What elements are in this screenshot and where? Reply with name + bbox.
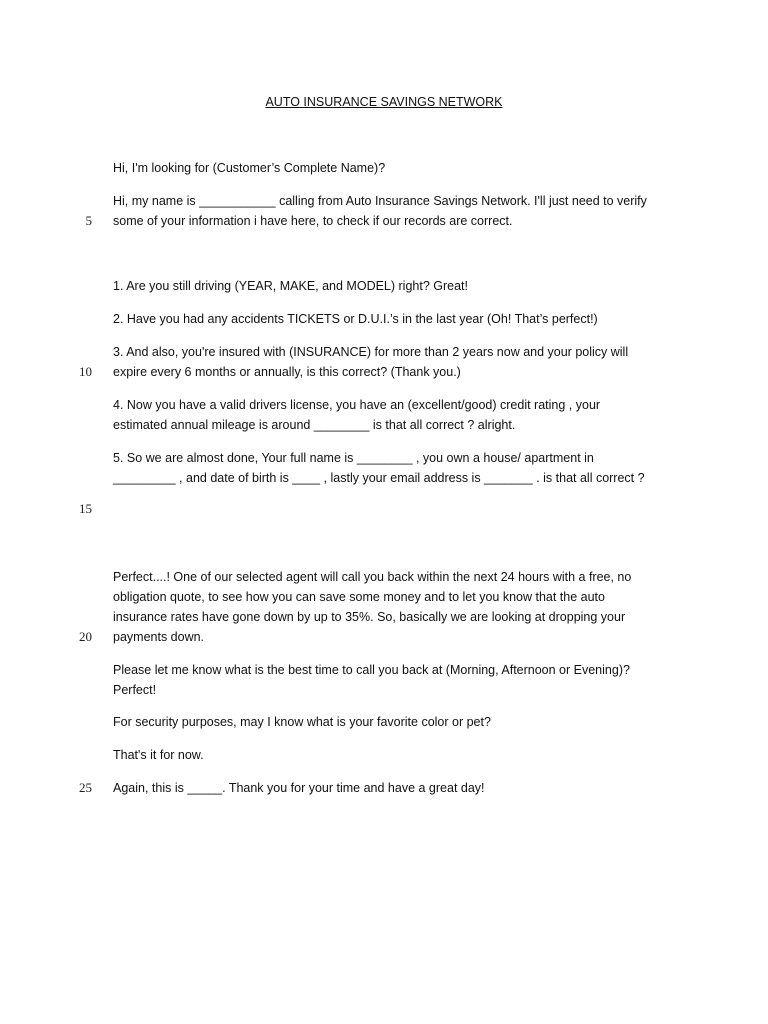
line-number: 25 bbox=[79, 780, 92, 795]
paragraph-callback-time: Please let me know what is the best time to call you back at (Morning, Afternoon or Evening)? Perfect! bbox=[113, 663, 630, 697]
line-number: 5 bbox=[85, 213, 92, 228]
line-number: 10 bbox=[79, 364, 92, 379]
document-title: AUTO INSURANCE SAVINGS NETWORK bbox=[265, 95, 503, 109]
paragraph-question-1: 1. Are you still driving (YEAR, MAKE, and MODEL) right? Great! bbox=[113, 279, 468, 293]
line-number: 20 bbox=[79, 629, 92, 644]
paragraph-question-2: 2. Have you had any accidents TICKETS or D.U.I.’s in the last year (Oh! That’s perfect!) bbox=[113, 312, 598, 326]
paragraph-perfect: Perfect....! One of our selected agent will call you back within the next 24 hours with a free, no obligation quote, to see how you can save some money and to let you know that the auto insurance rates have gone down by up to 35%. So, basically we are looking at dropping your payments down. bbox=[113, 570, 632, 644]
line-number: 15 bbox=[79, 501, 92, 516]
paragraph-question-3: 3. And also, you're insured with (INSURANCE) for more than 2 years now and your policy will expire every 6 months or annually, is this correct? (Thank you.) bbox=[113, 345, 629, 379]
paragraph-introduction: Hi, my name is ___________ calling from Auto Insurance Savings Network. I'll just need to verify some of your information i have here, to check if our records are correct. bbox=[113, 194, 647, 228]
paragraph-question-4: 4. Now you have a valid drivers license, you have an (excellent/good) credit rating , your estimated annual mileage is around ________ is that all correct ? alright. bbox=[113, 398, 601, 432]
paragraph-question-5: 5. So we are almost done, Your full name is ________ , you own a house/ apartment in _________ , and date of birth is ____ , lastly your email address is _______ . is that all correct ? bbox=[113, 451, 645, 485]
paragraph-thats-it: That's it for now. bbox=[113, 748, 204, 762]
paragraph-security: For security purposes, may I know what is your favorite color or pet? bbox=[113, 715, 491, 729]
paragraph-greeting: Hi, I'm looking for (Customer’s Complete Name)? bbox=[113, 161, 386, 175]
paragraph-closing: Again, this is _____. Thank you for your time and have a great day! bbox=[113, 781, 485, 795]
